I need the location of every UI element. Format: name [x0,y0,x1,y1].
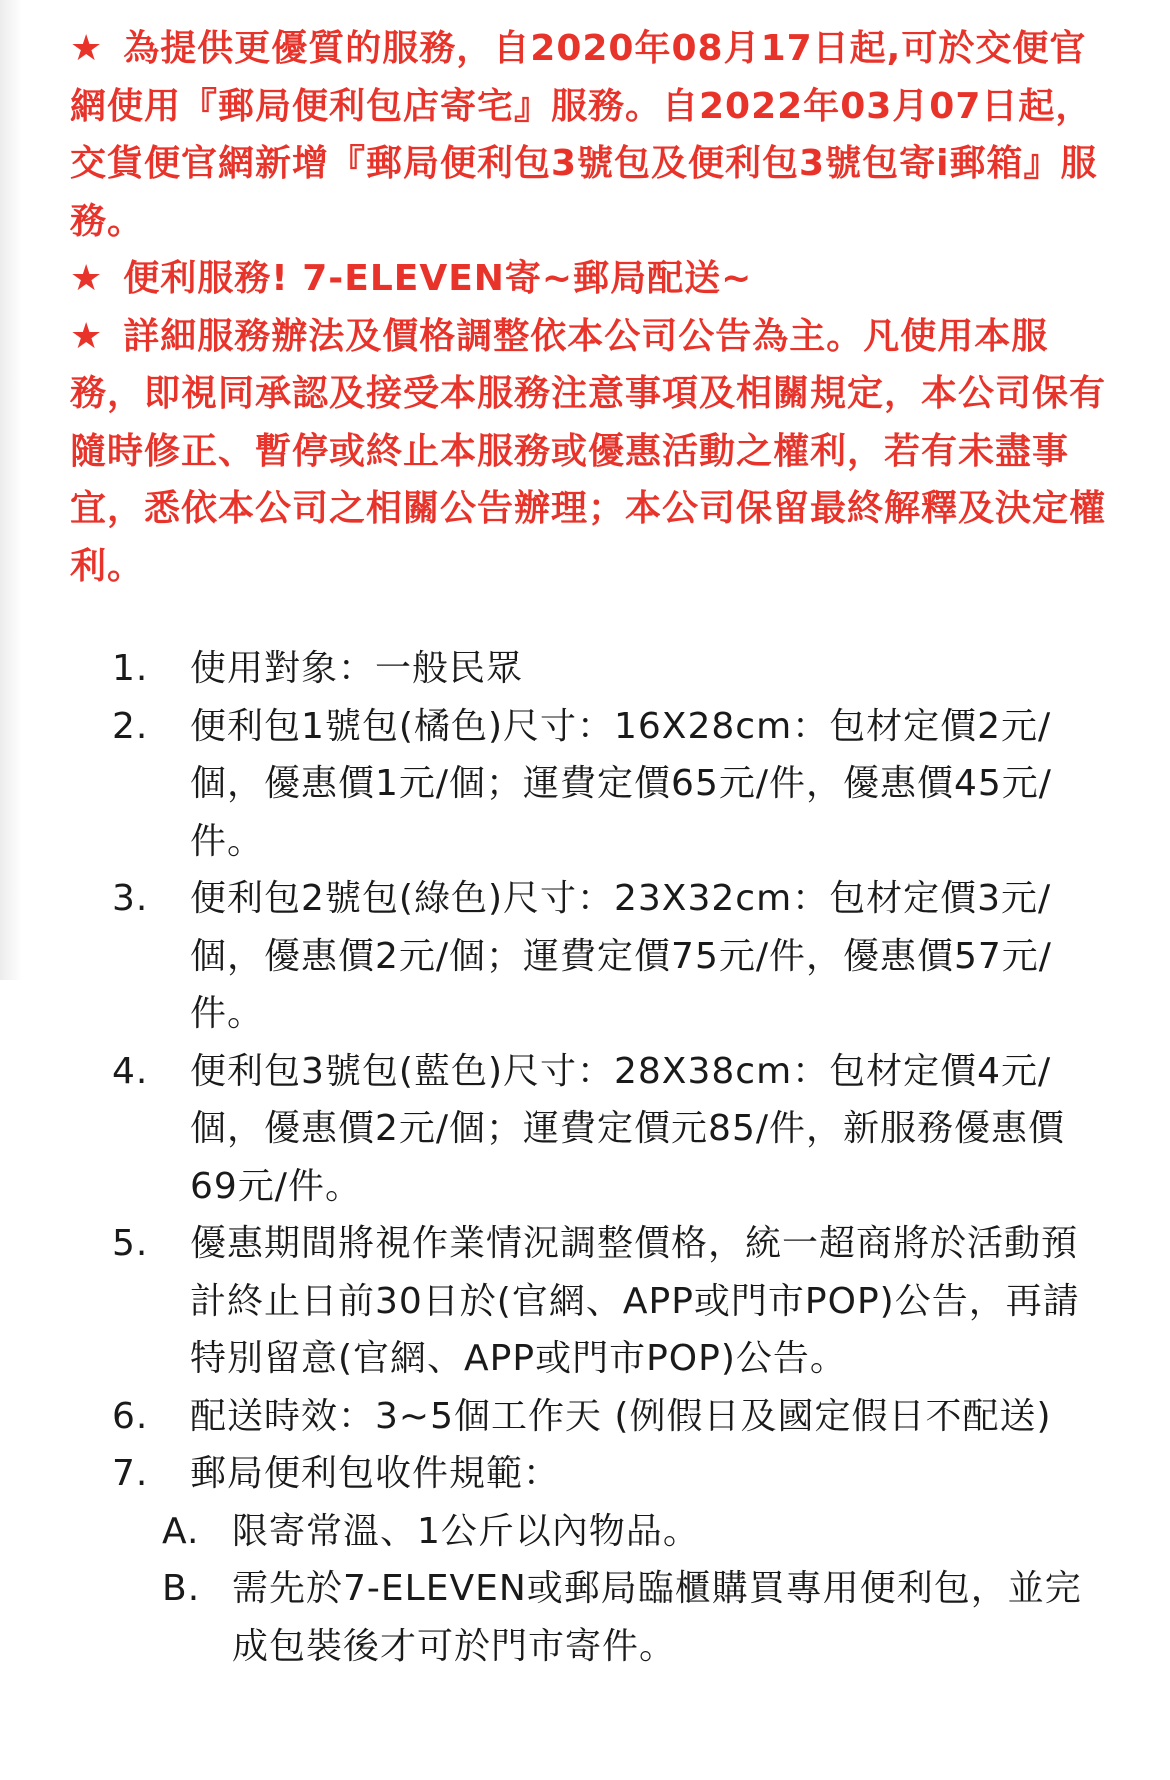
terms-list [112,640,1112,1675]
list-item [112,1215,1112,1388]
sub-item-text: 限寄常溫、1公斤以內物品。 [232,1510,700,1552]
item-number: 4. [112,1050,149,1092]
item-number: 5. [112,1223,149,1264]
list-item [112,1043,1112,1216]
list-item [112,1388,1112,1446]
list-item [112,870,1112,1043]
sub-list-item [112,1503,1112,1561]
notice-text: 詳細服務辦法及價格調整依本公司公告為主。凡使用本服務，即視同承認及接受本服務注意事項及相關規定，本公司保有隨時修正、暫停或終止本服務或優惠活動之權利，若有未盡事宜，悉依本公司之相關公告辦理；本公司保留最終解釋及決定權利。 [70,315,1107,587]
star-icon: ★ [70,28,104,69]
item-number: 6. [112,1395,149,1437]
item-text: 使用對象：一般民眾 [190,648,524,689]
page-edge-shadow [0,0,22,980]
item-text: 便利包3號包(藍色)尺寸：28X38cm：包材定價4元/個，優惠價2元/個；運費定價元85/件，新服務優惠價69元/件。 [190,1050,1065,1207]
sub-list-item [112,1560,1112,1675]
list-item [112,640,1112,698]
item-text: 優惠期間將視作業情況調整價格，統一超商將於活動預計終止日前30日於(官網、APP或門市POP)公告，再請特別留意(官網、APP或門市POP)公告。 [190,1223,1080,1379]
notice-paragraph [70,250,1110,308]
item-text: 配送時效：3~5個工作天 (例假日及國定假日不配送) [190,1395,1052,1437]
notice-section [70,20,1110,595]
sub-item-text: 需先於7-ELEVEN或郵局臨櫃購買專用便利包，並完成包裝後才可於門市寄件。 [232,1568,1082,1667]
item-text: 便利包1號包(橘色)尺寸：16X28cm：包材定價2元/個，優惠價1元/個；運費定價65元/件，優惠價45元/件。 [190,705,1052,862]
notice-text: 為提供更優質的服務，自2020年08月17日起,可於交便官網使用『郵局便利包店寄宅』服務。自2022年03月07日起，交貨便官網新增『郵局便利包3號包及便利包3號包寄i郵箱』服務。 [70,28,1098,242]
notice-paragraph [70,308,1110,596]
star-icon: ★ [70,315,104,357]
item-number: 7. [112,1453,149,1494]
sub-item-letter: B. [162,1568,201,1609]
item-number: 1. [112,648,149,689]
sub-item-letter: A. [162,1510,200,1552]
item-number: 2. [112,705,149,747]
item-text: 便利包2號包(綠色)尺寸：23X32cm：包材定價3元/個，優惠價2元/個；運費定價75元/件，優惠價57元/件。 [190,878,1052,1034]
star-icon: ★ [70,258,104,299]
sublist-wrapper [112,1503,1112,1676]
list-item [112,1445,1112,1503]
item-number: 3. [112,878,149,919]
item-text: 郵局便利包收件規範： [190,1453,561,1494]
collection-rules-sublist [112,1503,1112,1676]
notice-paragraph [70,20,1110,250]
list-item [112,698,1112,871]
notice-text: 便利服務! 7-ELEVEN寄~郵局配送~ [123,258,753,299]
